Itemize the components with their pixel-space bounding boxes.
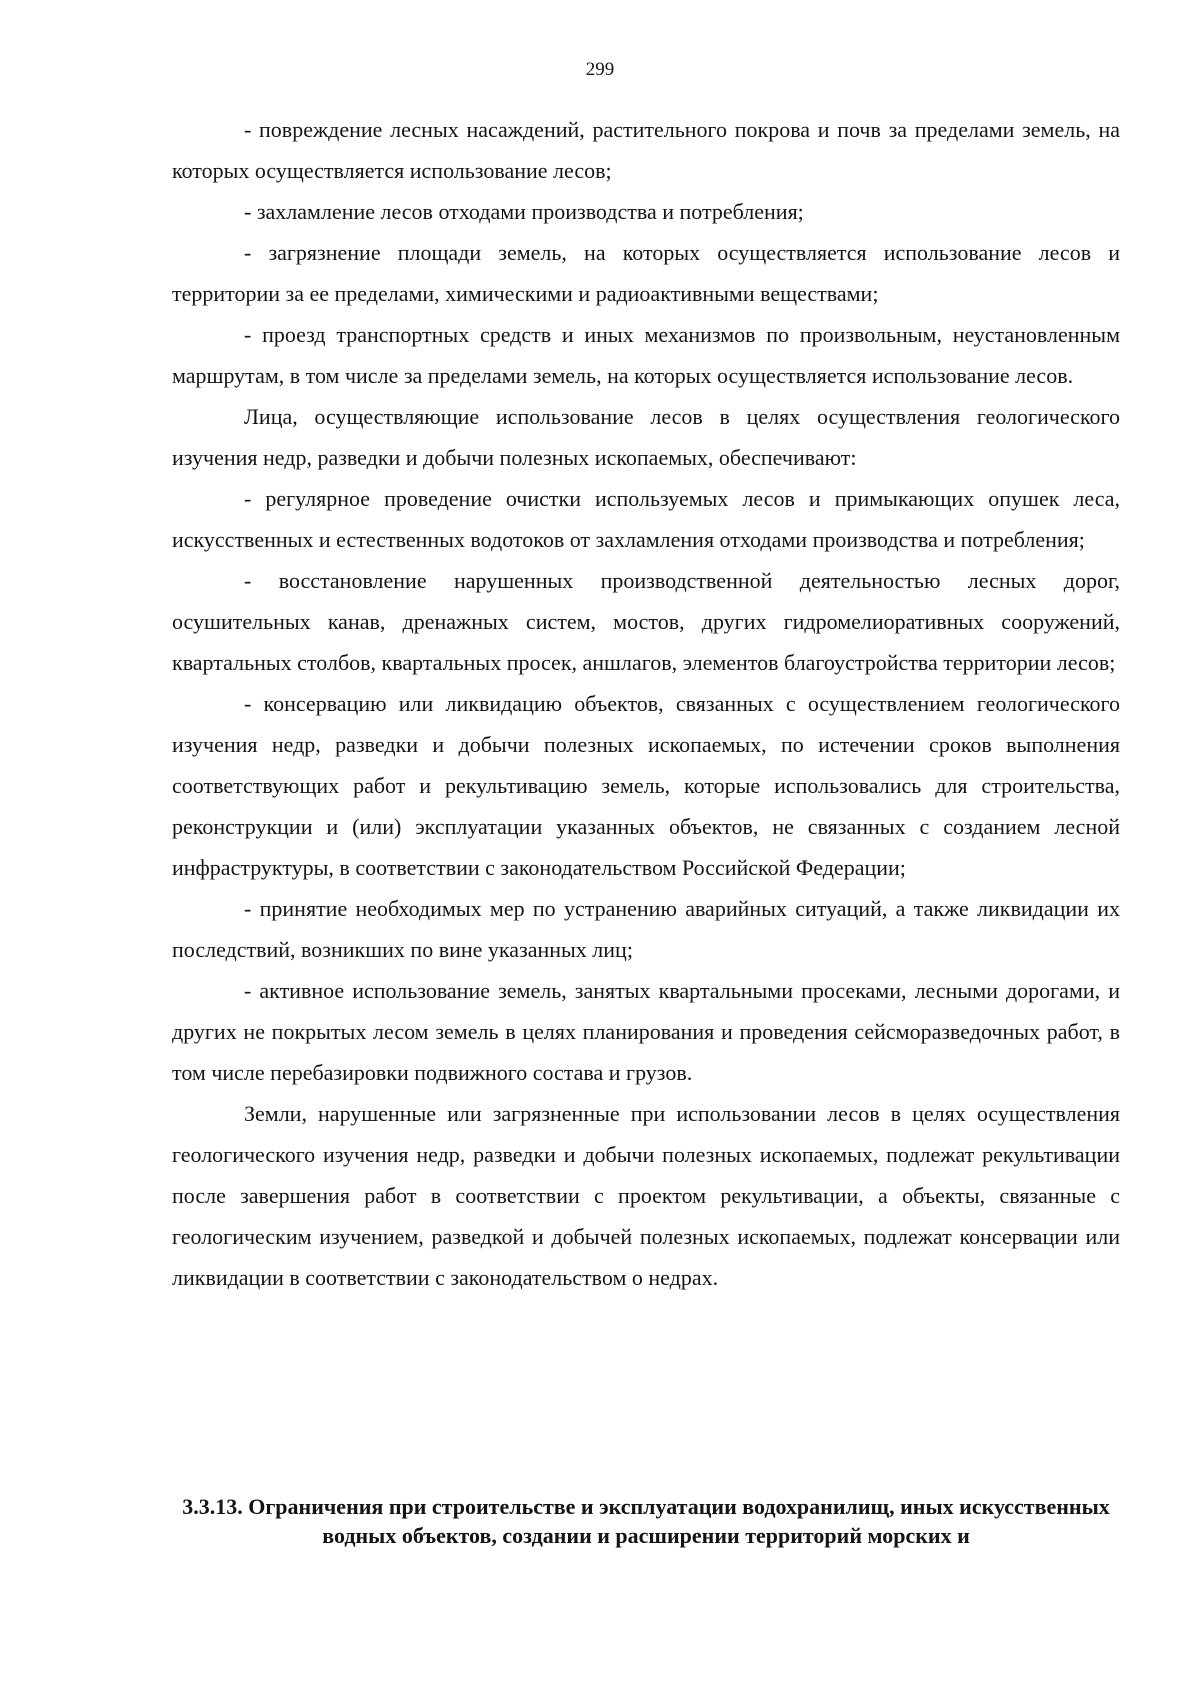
paragraph-land-use: - активное использование земель, занятых квартальными просеками, лесными дорогами, и других не покрытых лесом земель в целях планирования и проведения сейсморазведочных работ, в том числе перебазировки подвижного состава и грузов. — [172, 978, 1120, 1085]
paragraph-littering: - захламление лесов отходами производства и потребления; — [244, 199, 804, 224]
paragraph-pollution: - загрязнение площади земель, на которых осуществляется использование лесов и территории за ее пределами, химическими и радиоактивными веществами; — [172, 240, 1120, 306]
paragraph-reclamation: Земли, нарушенные или загрязненные при использовании лесов в целях осуществления геологического изучения недр, разведки и добычи полезных ископаемых, подлежат рекультивации после завершения работ в соответствии с проектом рекультивации, а объекты, связанные с геологическим изучением, разведкой и добычей полезных ископаемых, подлежат консервации или ликвидации в соответствии с законодательством о недрах. — [172, 1101, 1120, 1290]
paragraph-cleaning: - регулярное проведение очистки используемых лесов и примыкающих опушек леса, искусственных и естественных водотоков от захламления отходами производства и потребления; — [172, 486, 1120, 552]
page-number: 299 — [585, 59, 615, 80]
body-text — [172, 109, 1120, 1298]
paragraph-restoration: - восстановление нарушенных производственной деятельностью лесных дорог, осушительных канав, дренажных систем, мостов, других гидромелиоративных сооружений, квартальных столбов, квартальных просек, аншлагов, элементов благоустройства территории лесов; — [172, 568, 1120, 675]
paragraph-damage-plantings: - повреждение лесных насаждений, растительного покрова и почв за пределами земель, на которых осуществляется использование лесов; — [172, 117, 1120, 183]
section-heading: 3.3.13. Ограничения при строительстве и эксплуатации водохранилищ, иных искусственных водных объектов, создании и расширении территорий морских и — [182, 1494, 1110, 1548]
paragraph-conservation: - консервацию или ликвидацию объектов, связанных с осуществлением геологического изучения недр, разведки и добычи полезных ископаемых, по истечении сроков выполнения соответствующих работ и рекультивацию земель, которые использовались для строительства, реконструкции и (или) эксплуатации указанных объектов, не связанных с созданием лесной инфраструктуры, в соответствии с законодательством Российской Федерации; — [172, 691, 1120, 880]
paragraph-obligations-intro: Лица, осуществляющие использование лесов в целях осуществления геологического изучения недр, разведки и добычи полезных ископаемых, обеспечивают: — [172, 404, 1120, 470]
paragraph-emergency: - принятие необходимых мер по устранению аварийных ситуаций, а также ликвидации их последствий, возникших по вине указанных лиц; — [172, 896, 1120, 962]
paragraph-vehicle-passage: - проезд транспортных средств и иных механизмов по произвольным, неустановленным маршрутам, в том числе за пределами земель, на которых осуществляется использование лесов. — [172, 322, 1120, 388]
